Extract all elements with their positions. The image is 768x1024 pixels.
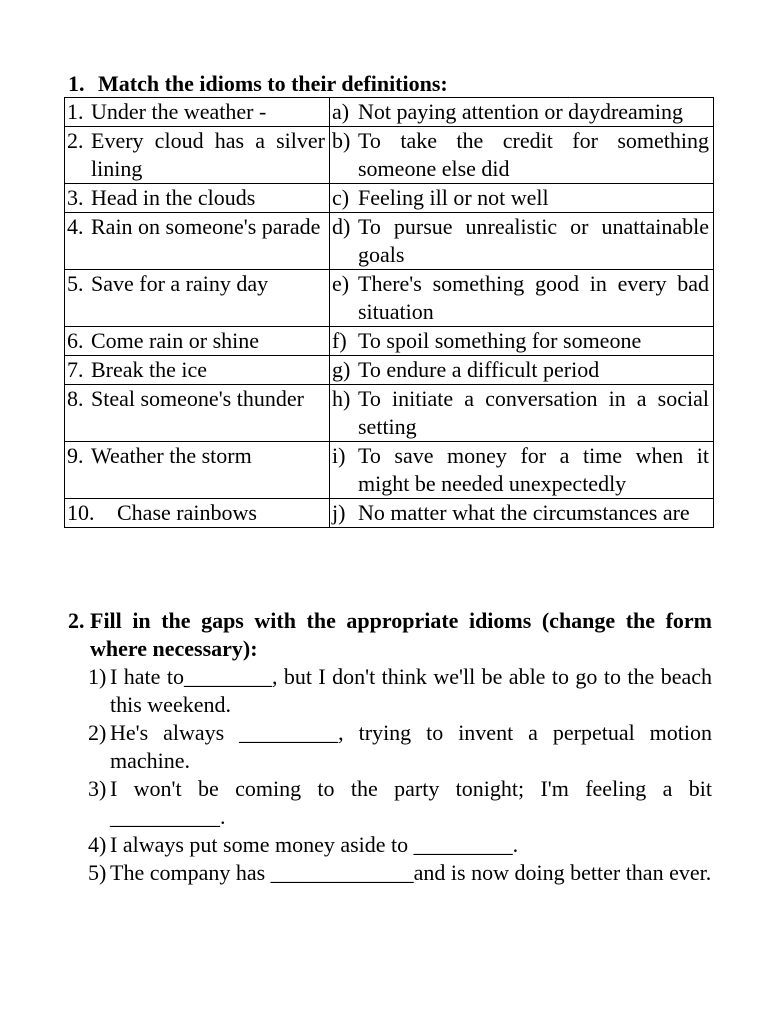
- idiom-cell: [65, 184, 330, 213]
- definition-letter: c): [332, 185, 350, 210]
- table-row: [65, 442, 714, 499]
- idiom-text: Rain on someone's parade: [91, 214, 321, 239]
- table-row: [65, 270, 714, 327]
- idiom-number: 7.: [67, 357, 84, 382]
- definition-letter: d): [332, 214, 351, 239]
- definition-cell: [330, 184, 714, 213]
- definition-cell: [330, 213, 714, 270]
- table-row: [65, 98, 714, 127]
- idiom-number: 10.: [67, 500, 95, 525]
- idiom-cell: [65, 127, 330, 184]
- definition-letter: b): [332, 128, 351, 153]
- table-row: [65, 327, 714, 356]
- definition-text: Not paying attention or daydreaming: [358, 99, 684, 124]
- section1-number: 1.: [68, 71, 85, 96]
- section2: [68, 607, 712, 887]
- definition-text: To endure a difficult period: [358, 357, 600, 382]
- definition-text: To spoil something for someone: [358, 328, 642, 353]
- table-row: [65, 356, 714, 385]
- idiom-text: Weather the storm: [91, 443, 252, 468]
- idiom-text: Head in the clouds: [91, 185, 256, 210]
- definition-cell: [330, 499, 714, 528]
- definition-text: To take the credit for something someone else did: [358, 128, 709, 181]
- definition-cell: [330, 385, 714, 442]
- idiom-cell: [65, 499, 330, 528]
- idiom-cell: [65, 98, 330, 127]
- idiom-number: 4.: [67, 214, 84, 239]
- definition-cell: [330, 98, 714, 127]
- definition-letter: j): [332, 500, 346, 525]
- sentence-number: 3): [88, 776, 107, 801]
- idiom-cell: [65, 213, 330, 270]
- definition-letter: i): [332, 443, 346, 468]
- list-item: [88, 719, 712, 775]
- definition-cell: [330, 127, 714, 184]
- idiom-text: Under the weather -: [91, 99, 267, 124]
- section1-title: Match the idioms to their definitions:: [98, 71, 448, 96]
- sentence-number: 1): [88, 664, 107, 689]
- idiom-cell: [65, 385, 330, 442]
- table-row: [65, 184, 714, 213]
- definition-text: To pursue unrealistic or unattainable goals: [358, 214, 709, 267]
- idiom-number: 2.: [67, 128, 84, 153]
- list-item: [88, 831, 712, 859]
- idiom-text: Save for a rainy day: [91, 271, 269, 296]
- idiom-cell: [65, 327, 330, 356]
- sentence-number: 4): [88, 832, 107, 857]
- section2-heading: [68, 607, 712, 663]
- idiom-number: 9.: [67, 443, 84, 468]
- definition-letter: h): [332, 386, 351, 411]
- table-row: [65, 127, 714, 184]
- idiom-text: Every cloud has a silver lining: [91, 128, 325, 181]
- idioms-table: [64, 97, 714, 528]
- definition-cell: [330, 356, 714, 385]
- table-row: [65, 385, 714, 442]
- section1-heading: [68, 70, 448, 98]
- definition-cell: [330, 442, 714, 499]
- sentence-text: I won't be coming to the party tonight; I'm feeling a bit __________.: [110, 776, 712, 829]
- table-row: [65, 213, 714, 270]
- idiom-number: 3.: [67, 185, 84, 210]
- definition-cell: [330, 270, 714, 327]
- definition-letter: f): [332, 328, 347, 353]
- section2-title: Fill in the gaps with the appropriate idioms (change the form where necessary):: [90, 608, 712, 661]
- sentence-text: He's always _________, trying to invent a perpetual motion machine.: [110, 720, 712, 773]
- sentence-text: I hate to________, but I don't think we'll be able to go to the beach this weekend.: [110, 664, 712, 717]
- sentence-number: 2): [88, 720, 107, 745]
- sentence-text: I always put some money aside to _________.: [110, 832, 519, 857]
- definition-letter: e): [332, 271, 350, 296]
- definition-text: To save money for a time when it might be needed unexpectedly: [358, 443, 709, 496]
- sentence-text: The company has _____________and is now doing better than ever.: [110, 860, 712, 885]
- table-row: [65, 499, 714, 528]
- definition-cell: [330, 327, 714, 356]
- definition-letter: g): [332, 357, 351, 382]
- section2-number: 2.: [68, 608, 85, 633]
- idiom-text: Chase rainbows: [117, 500, 257, 525]
- idiom-number: 8.: [67, 386, 84, 411]
- gap-sentence-list: [68, 663, 712, 887]
- sentence-number: 5): [88, 860, 107, 885]
- idiom-number: 1.: [67, 99, 84, 124]
- list-item: [88, 859, 712, 887]
- definition-text: To initiate a conversation in a social setting: [358, 386, 709, 439]
- definition-text: Feeling ill or not well: [358, 185, 549, 210]
- definition-text: There's something good in every bad situation: [358, 271, 709, 324]
- idiom-number: 5.: [67, 271, 84, 296]
- idiom-text: Come rain or shine: [91, 328, 260, 353]
- definition-text: No matter what the circumstances are: [358, 500, 690, 525]
- definition-letter: a): [332, 99, 350, 124]
- idiom-text: Steal someone's thunder: [91, 386, 304, 411]
- list-item: [88, 663, 712, 719]
- idiom-cell: [65, 356, 330, 385]
- idiom-cell: [65, 442, 330, 499]
- list-item: [88, 775, 712, 831]
- idiom-cell: [65, 270, 330, 327]
- idiom-text: Break the ice: [91, 357, 208, 382]
- idiom-number: 6.: [67, 328, 84, 353]
